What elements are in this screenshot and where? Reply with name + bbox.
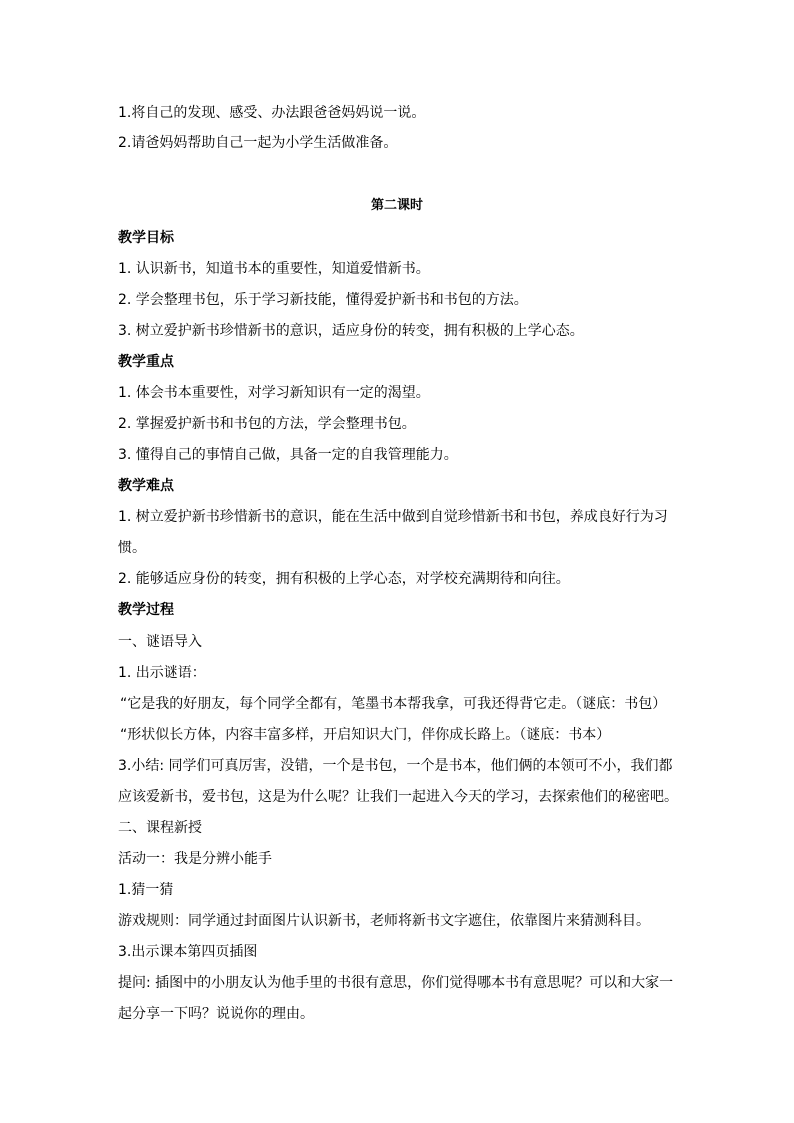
goal-item-2: 2. 学会整理书包，乐于学习新技能，懂得爱护新书和书包的方法。 xyxy=(118,292,528,308)
heading-teaching-process: 教学过程 xyxy=(118,602,174,618)
homework-line-2: 2.请爸妈妈帮助自己一起为小学生活做准备。 xyxy=(118,135,398,151)
summary-line-2: 应该爱新书，爱书包，这是为什么呢？让我们一起进入今天的学习，去探索他们的秘密吧。 xyxy=(118,789,678,805)
activity-step-illustration: 3.出示课本第四页插图 xyxy=(118,944,258,960)
homework-line-1: 1.将自己的发现、感受、办法跟爸爸妈妈说一说。 xyxy=(118,105,426,121)
heading-key-points: 教学重点 xyxy=(118,354,174,370)
difficulty-item-2: 2. 能够适应身份的转变，拥有积极的上学心态，对学校充满期待和向往。 xyxy=(118,571,570,587)
question-line-2: 起分享一下吗？说说你的理由。 xyxy=(118,1006,314,1022)
activity-1-title: 活动一：我是分辨小能手 xyxy=(118,851,272,867)
game-rules: 游戏规则：同学通过封面图片认识新书，老师将新书文字遮住，依靠图片来猜测科目。 xyxy=(118,913,650,929)
difficulty-item-1: 1. 树立爱护新书珍惜新书的意识，能在生活中做到自觉珍惜新书和书包，养成良好行为习 xyxy=(118,509,668,525)
difficulty-item-1-cont: 惯。 xyxy=(118,540,146,556)
key-item-1: 1. 体会书本重要性，对学习新知识有一定的渴望。 xyxy=(118,385,430,401)
riddle-1: “它是我的好朋友，每个同学全都有，笔墨书本帮我拿，可我还得背它走。（谜底：书包） xyxy=(120,696,667,712)
section-new-lesson: 二、课程新授 xyxy=(118,820,202,836)
activity-step-guess: 1.猜一猜 xyxy=(118,882,174,898)
summary-line-1: 3.小结: 同学们可真厉害，没错，一个是书包，一个是书本，他们俩的本领可不小，我们都 xyxy=(118,758,673,774)
key-item-2: 2. 掌握爱护新书和书包的方法，学会整理书包。 xyxy=(118,416,416,432)
goal-item-3: 3. 树立爱护新书珍惜新书的意识，适应身份的转变，拥有积极的上学心态。 xyxy=(118,323,584,339)
section-riddle-intro: 一、谜语导入 xyxy=(118,634,202,650)
heading-difficulties: 教学难点 xyxy=(118,478,174,494)
process-item-riddle: 1. 出示谜语： xyxy=(118,665,206,681)
riddle-2: “形状似长方体，内容丰富多样，开启知识大门，伴你成长路上。（谜底：书本） xyxy=(120,727,611,743)
heading-teaching-goals: 教学目标 xyxy=(118,230,174,246)
goal-item-1: 1. 认识新书，知道书本的重要性，知道爱惜新书。 xyxy=(118,261,430,277)
question-line-1: 提问: 插图中的小朋友认为他手里的书很有意思，你们觉得哪本书有意思呢？可以和大家一 xyxy=(118,975,674,991)
lesson-title: 第二课时 xyxy=(370,198,423,213)
key-item-3: 3. 懂得自己的事情自己做，具备一定的自我管理能力。 xyxy=(118,447,458,463)
